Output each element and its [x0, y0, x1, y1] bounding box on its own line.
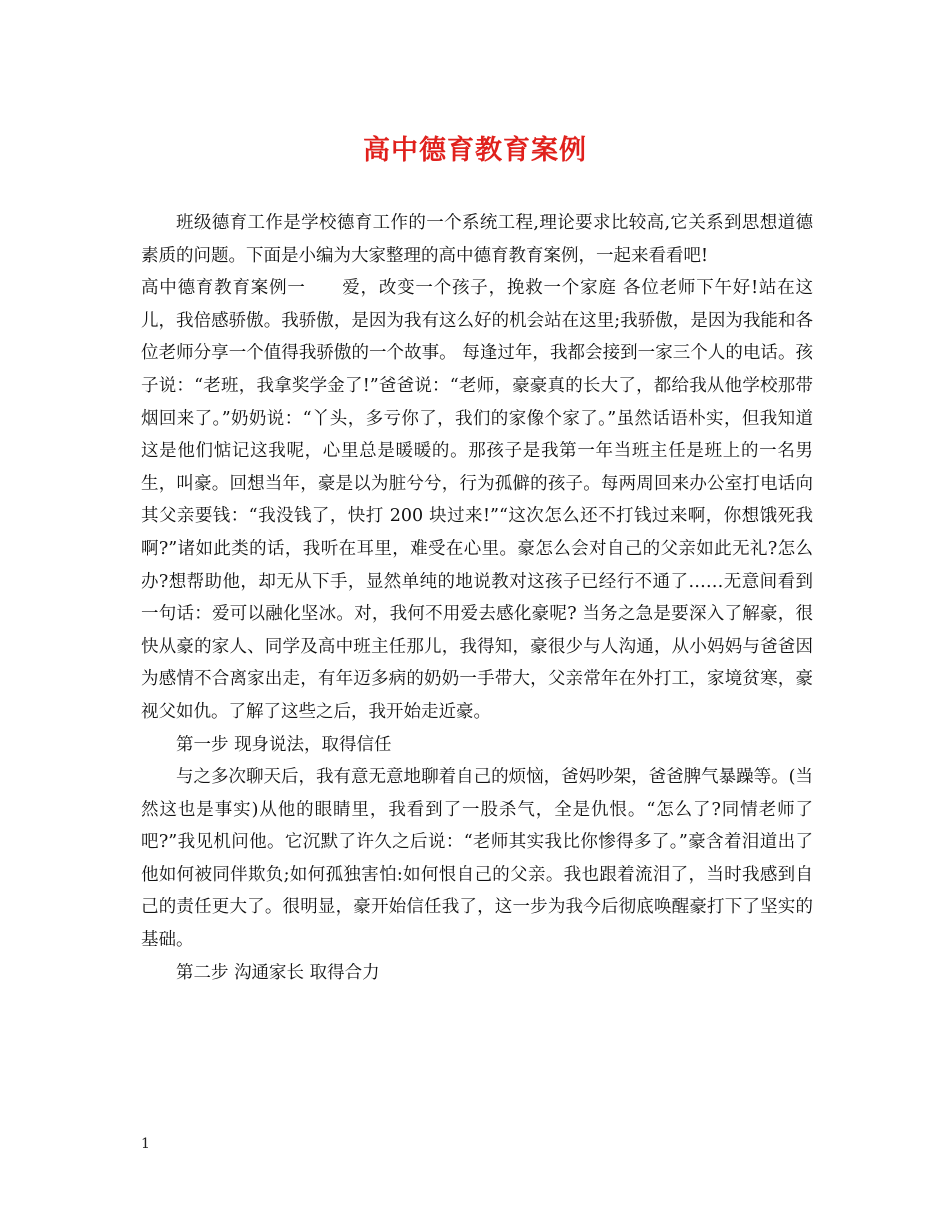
paragraph-intro: 班级德育工作是学校德育工作的一个系统工程,理论要求比较高,它关系到思想道德素质的问题。下面是小编为大家整理的高中德育教育案例，一起来看看吧! [141, 213, 813, 266]
document-title: 高中德育教育案例 [363, 135, 587, 166]
heading-step-one: 第一步 现身说法，取得信任 [176, 734, 392, 755]
paragraph-case-one: 高中德育教育案例一 爱，改变一个孩子，挽救一个家庭 各位老师下午好!站在这儿，我倍感骄傲。我骄傲，是因为我有这么好的机会站在这里;我骄傲，是因为我能和各位老师分享一个值得我骄傲的一个故事。 每逢过年，我都会接到一家三个人的电话。孩子说：“老班，我拿奖学金了!”爸爸说：“老师，豪豪真的长大了，都给我从他学校那带烟回来了。”奶奶说：“丫头，多亏你了，我们的家像个家了。”虽然话语朴实，但我知道这是他们惦记这我呢，心里总是暖暖的。那孩子是我第一年当班主任是班上的一名男生，叫豪。回想当年，豪是以为脏兮兮，行为孤僻的孩子。每两周回来办公室打电话向其父亲要钱：“我没钱了，快打 200 块过来!”“这次怎么还不打钱过来啊，你想饿死我啊?”诸如此类的话，我听在耳里，难受在心里。豪怎么会对自己的父亲如此无礼?怎么办?想帮助他，却无从下手，显然单纯的地说教对这孩子已经行不通了……无意间看到一句话：爱可以融化坚冰。对，我何不用爱去感化豪呢? 当务之急是要深入了解豪，很快从豪的家人、同学及高中班主任那儿，我得知，豪很少与人沟通，从小妈妈与爸爸因为感情不合离家出走，有年迈多病的奶奶一手带大，父亲常年在外打工，家境贫寒，豪视父如仇。了解了这些之后，我开始走近豪。 [141, 278, 813, 722]
page-number: 1 [141, 1136, 150, 1152]
document-body [141, 207, 813, 989]
heading-step-two: 第二步 沟通家长 取得合力 [176, 962, 380, 983]
paragraph-step-one: 与之多次聊天后，我有意无意地聊着自己的烦恼，爸妈吵架，爸爸脾气暴躁等。(当然这也是事实)从他的眼睛里，我看到了一股杀气，全是仇恨。“怎么了?同情老师了吧?”我见机问他。它沉默了许久之后说：“老师其实我比你惨得多了。”豪含着泪道出了他如何被同伴欺负;如何孤独害怕:如何恨自己的父亲。我也跟着流泪了，当时我感到自己的责任更大了。很明显，豪开始信任我了，这一步为我今后彻底唤醒豪打下了坚实的基础。 [141, 767, 813, 951]
